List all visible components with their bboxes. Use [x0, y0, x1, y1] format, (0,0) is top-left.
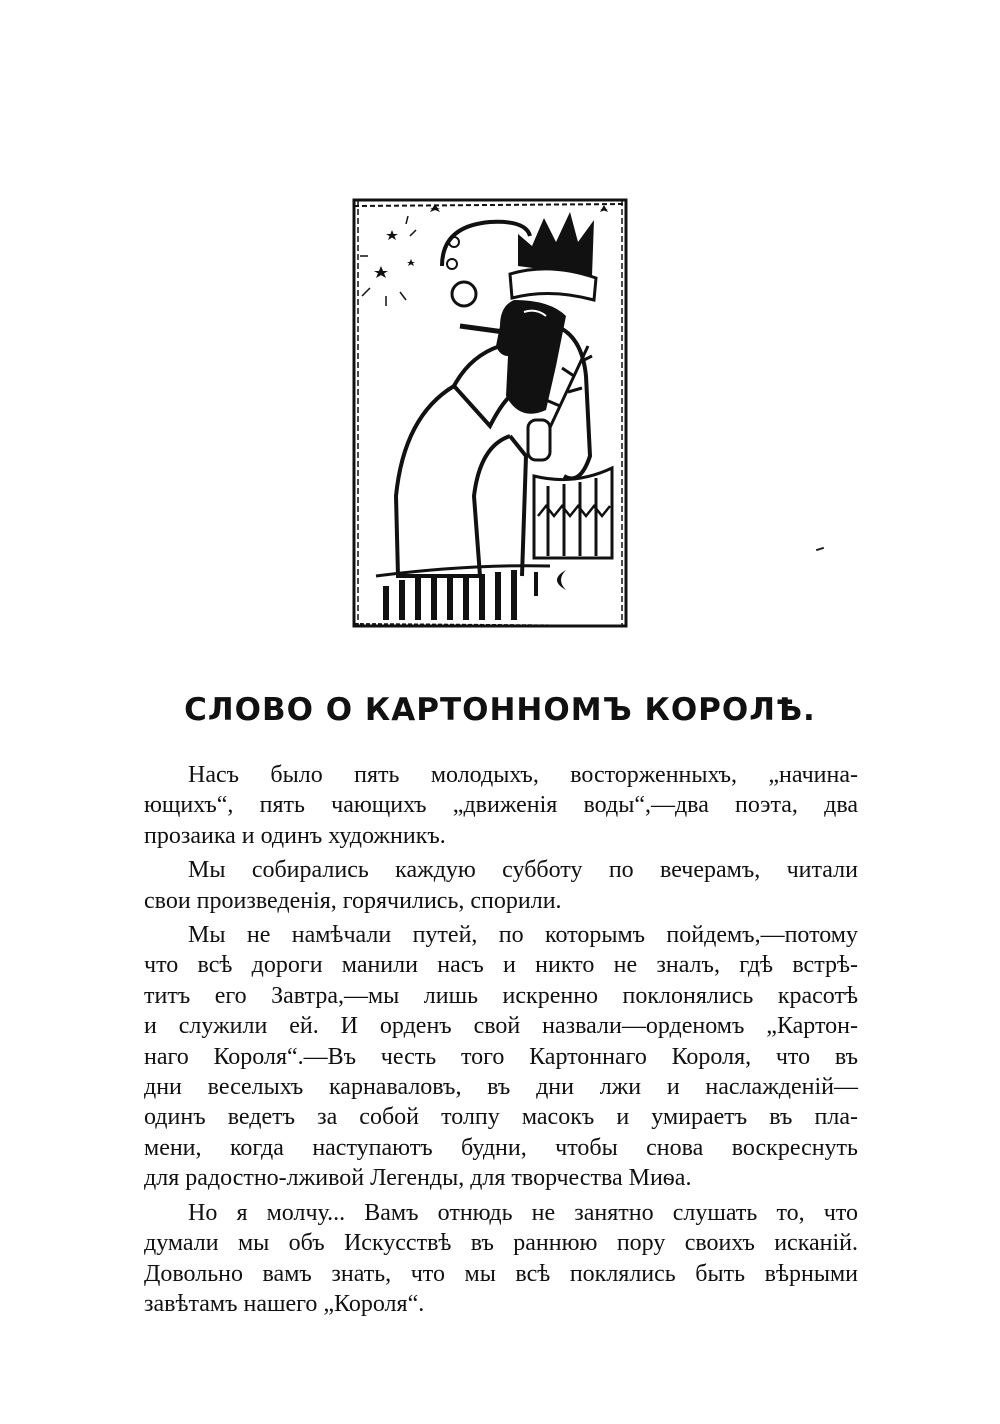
- body-text: [144, 760, 858, 1323]
- paragraph-1: [144, 760, 858, 851]
- text-line: мени, когда наступаютъ будни, чтобы снова воскреснуть: [144, 1134, 858, 1161]
- text-line: и служили ей. И орденъ свой назвали—орденомъ „Картон-: [144, 1013, 858, 1040]
- text-line: одинъ ведетъ за собой толпу масокъ и умираетъ въ пла-: [144, 1104, 858, 1131]
- text-line: дни веселыхъ карнаваловъ, въ дни лжи и наслажденій—: [144, 1074, 858, 1101]
- text-line: для радостно-лживой Легенды, для творчества Миѳа.: [144, 1165, 692, 1192]
- text-line: Но я молчу... Вамъ отнюдь не занятно слушать то, что: [188, 1199, 858, 1226]
- text-line: завѣтамъ нашего „Короля“.: [144, 1290, 425, 1317]
- paragraph-3: [144, 920, 858, 1194]
- text-line: что всѣ дороги манили насъ и никто не зналъ, гдѣ встрѣ-: [144, 952, 858, 979]
- text-line: Довольно вамъ знать, что мы всѣ поклялись быть вѣрными: [144, 1260, 858, 1287]
- text-line: прозаика и одинъ художникъ.: [144, 822, 446, 849]
- paragraph-4: [144, 1198, 858, 1320]
- text-line: думали мы объ Искусствѣ въ раннюю пору своихъ исканій.: [144, 1230, 858, 1257]
- text-line: Мы собирались каждую субботу по вечерамъ, читали: [188, 857, 858, 884]
- print-speck: [816, 547, 824, 551]
- text-line: наго Короля“.—Въ честь того Картоннаго Короля, что въ: [144, 1043, 858, 1070]
- king-figure-image: [350, 196, 632, 632]
- text-line: ющихъ“, пять чающихъ „движенія воды“,—два поэта, два: [144, 792, 858, 819]
- text-line: Насъ было пять молодыхъ, восторженныхъ, „начина-: [188, 762, 858, 788]
- paragraph-2: [144, 855, 858, 916]
- chapter-title: СЛОВО О КАРТОННОМЪ КОРОЛѢ.: [184, 692, 816, 728]
- woodcut-illustration: [350, 196, 632, 632]
- text-line: свои произведенія, горячились, спорили.: [144, 887, 562, 914]
- text-line: Мы не намѣчали путей, по которымъ пойдемъ,—потому: [188, 922, 858, 949]
- text-line: титъ его Завтра,—мы лишь искренно поклонялись красотѣ: [144, 982, 858, 1009]
